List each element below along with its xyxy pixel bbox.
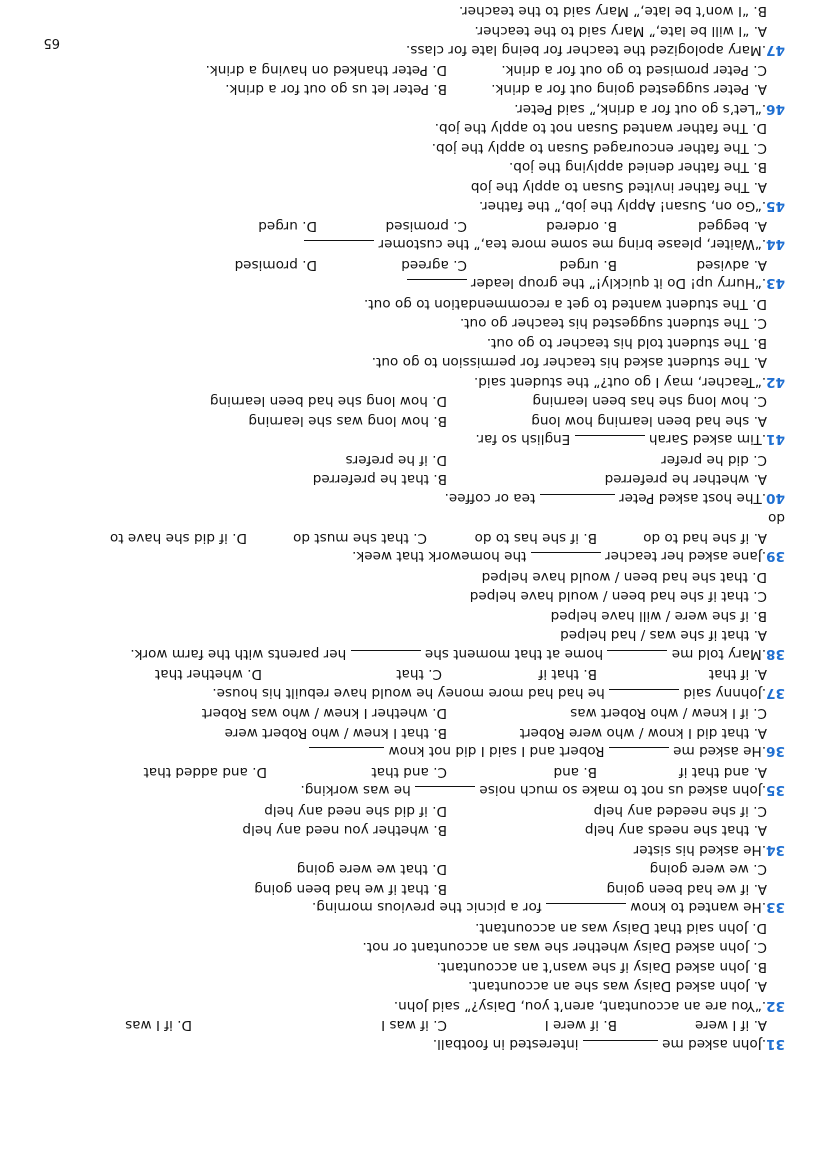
question-32 [25,918,785,1016]
option-b: B. if were I [544,1017,617,1034]
question-number: 47 [766,42,785,59]
option-d: D. how long she had been learning [209,393,447,410]
option-b: B. and [553,764,597,780]
question-stem: for a picnic the previous morning. [311,899,546,916]
option-a: A. “I will be late,” Mary said to the teacher. [474,23,767,39]
answer-blank [609,748,669,762]
answer-blank [351,650,421,664]
option-c: C. promised [385,218,467,234]
question-stem: Robert and I said I did not know [384,743,609,760]
question-38 [25,567,785,665]
option-c: C. that if she had been / would have helped [469,588,767,605]
option-d: D. if he prefers [345,452,447,468]
question-stem: .“You are an accountant, aren’t you, Daisy?” said John. [393,998,767,1014]
option-a: A. The father invited Susan to apply the job [470,179,767,195]
question-40 [25,450,785,509]
option-a: A. if we had been going [606,881,767,897]
option-a: A. if I were [694,1017,767,1034]
option-c: C. that [396,666,442,683]
option-a: A. The student asked his teacher for permission to go out. [371,354,767,371]
option-c: C. did he prefer [661,452,767,468]
option-b: B. that if [538,666,597,683]
answer-blank [609,689,679,703]
answer-blank [607,650,667,664]
answer-blank [415,787,475,801]
question-stem: .John asked me [657,1036,767,1052]
option-a: A. that did I know / who were Robert [519,725,767,741]
question-number: 31 [766,1036,785,1052]
question-number: 35 [766,782,785,799]
option-d: D. whether that [154,666,262,683]
answer-blank [531,553,601,567]
question-number: 34 [766,842,785,858]
option-b: B. if she were / will have helped [550,608,767,624]
question-39 [25,508,785,567]
option-a: A. whether he preferred [604,471,767,488]
question-list [25,0,785,1054]
option-b: B. The father denied applying the job. [508,159,767,176]
option-a: A. begged [698,218,767,234]
option-d: D. John said that Daisy was an accountant. [475,920,767,936]
question-33 [25,859,785,918]
question-number: 37 [766,685,785,701]
question-stem: tea or coffee. [444,490,540,506]
option-c: C. we were going [649,861,767,878]
option-a: A. advised [696,257,767,273]
option-d-continued: do [768,510,785,527]
option-b: B. John asked Daisy if she wasn’t an accountant. [436,959,767,975]
option-d: D. Peter thanked on having a drink. [205,62,447,78]
question-stem: .“Teacher, may I go out?” the student said. [473,374,767,390]
question-stem: .He wanted to know [625,899,767,916]
question-37 [25,664,785,703]
option-a: A. and that if [678,764,767,780]
question-stem: he had had more money he would have rebuilt his house. [212,685,610,701]
question-stem: .Mary told me [667,646,767,662]
option-d: D. if I was [125,1017,192,1034]
option-a: A. that if she was / had helped [560,627,767,644]
option-b: B. Peter let us go out for a drink. [225,81,447,98]
option-c: C. that she must do [293,530,427,546]
question-number: 41 [766,431,785,448]
option-b: B. if she has to do [474,530,597,546]
option-a: A. John asked Daisy was she an accountant. [468,978,767,995]
option-d: D. if did she have to [109,530,247,546]
question-stem: .Jane asked her teacher [600,548,767,565]
question-stem: .Johnny said [679,685,767,701]
question-stem: .John asked us not to make so much noise [475,782,767,799]
question-46 [25,60,785,119]
answer-blank [407,280,467,294]
question-35 [25,762,785,801]
option-b: B. that he preferred [312,471,447,488]
option-a: A. that she needs any help [584,822,767,839]
question-stem: .“Go on, Susan! Apply the job,” the father. [478,198,767,215]
question-stem: .“Waiter, please bring me some more tea,” the customer [374,236,767,253]
question-42 [25,294,785,392]
option-c: C. if was I [381,1017,447,1034]
option-a: A. Peter suggested going out for a drink. [491,81,767,98]
option-c [25,0,785,1]
option-b: B. urged [559,257,617,273]
option-d: D. The student wanted to get a recommendation to go out. [363,296,767,312]
answer-blank [540,494,615,508]
page-number: 65 [43,35,60,50]
option-d: D. promised [234,257,317,273]
option-b: B. ordered [546,218,617,234]
question-stem: .The host asked Peter [614,490,767,506]
option-c: C. The student suggested his teacher go out. [459,315,767,332]
option-c: C. if she needed any help [593,803,767,819]
question-stem: .“Hurry up! Do it quickly!” the group leader [466,275,767,292]
question-stem: interested in football. [432,1036,583,1052]
question-number: 46 [766,101,785,117]
option-c: C. agreed [401,257,467,273]
option-d: D. urged [258,218,317,234]
question-number: 32 [766,998,785,1014]
question-stem: .He asked me [668,743,767,760]
option-a: A. if she had to do [643,530,767,546]
question-36 [25,703,785,762]
question-number: 44 [766,236,785,253]
question-number: 40 [766,490,785,506]
question-number: 36 [766,743,785,760]
option-a: A. if that [708,666,767,683]
option-c: C. Peter promised to go out for a drink. [501,62,767,78]
option-b: B. how long was she learning [248,413,447,429]
option-c: C. if I knew / who Robert was [570,705,767,722]
question-stem: her parents with the farm work. [130,646,351,662]
option-c: C. and that [371,764,447,780]
option-c: C. The father encouraged Susan to apply the job. [431,140,767,156]
question-47 [25,0,785,60]
option-b: B. that if we had been going [254,881,447,897]
answer-blank [304,241,374,255]
question-stem: .He asked his sister [633,842,767,858]
question-number: 45 [766,198,785,215]
option-d: D. that we were going [296,861,447,878]
option-d: D. that she had been / would have helped [481,569,767,585]
question-45 [25,118,785,216]
answer-blank [309,748,384,762]
option-d: D. whether I knew / who was Robert [201,705,447,722]
question-34 [25,801,785,860]
question-44 [25,216,785,255]
option-b: B. “I won’t be late,” Mary said to the teacher. [458,3,767,20]
answer-blank [575,436,645,450]
question-stem: home at that moment she [420,646,608,662]
question-stem: .Tim asked Sarah [644,431,767,448]
option-d: D. The father wanted Susan not to apply the job. [434,120,767,137]
question-number: 39 [766,548,785,565]
option-d: D. if did she need any help [264,803,447,819]
question-number: 33 [766,899,785,916]
question-43 [25,255,785,294]
question-number: 38 [766,646,785,662]
answer-blank [583,1040,658,1054]
question-stem: the homework that week. [352,548,531,565]
question-number: 42 [766,374,785,390]
option-d: D. and added that [143,764,267,780]
question-stem: English so far. [475,431,575,448]
question-31 [25,1015,785,1054]
option-c: C. John asked Daisy whether she was an accountant or not. [362,939,767,956]
option-c: C. how long she has been learning [532,393,767,410]
option-b: B. that I knew / who Robert were [224,725,447,741]
question-41 [25,391,785,450]
question-stem: .“Let’s go out for a drink,” said Peter. [514,101,767,117]
option-b: B. The student told his teacher to go out. [486,335,767,351]
question-number: 43 [766,275,785,292]
question-stem: .Mary apologized the teacher for being late for class. [405,42,767,59]
question-stem: he was working. [300,782,416,799]
option-b: B. whether you need any help [242,822,447,839]
option-a: A. she had been learning how long [531,413,767,429]
answer-blank [546,904,626,918]
